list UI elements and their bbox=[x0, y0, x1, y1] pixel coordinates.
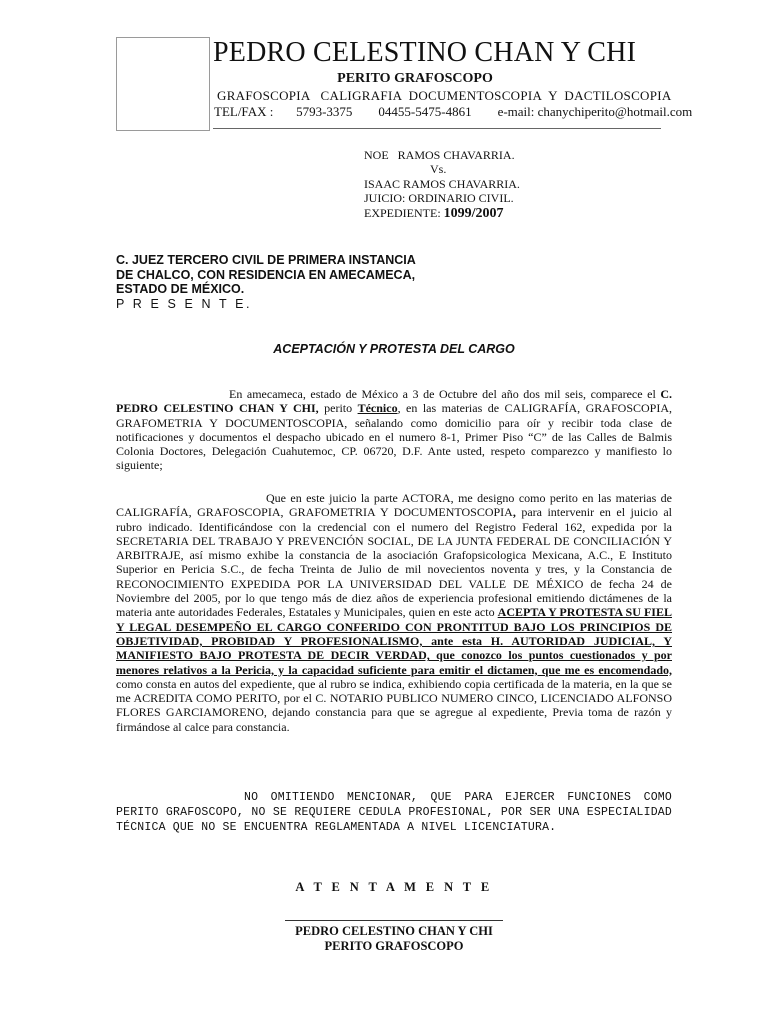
letterhead-divider bbox=[213, 128, 661, 129]
case-versus: Vs. bbox=[430, 162, 447, 176]
photo-placeholder-box bbox=[116, 37, 210, 131]
case-trial-type: JUICIO: ORDINARIO CIVIL. bbox=[364, 191, 514, 205]
paragraph-underlined-text: Técnico bbox=[357, 401, 398, 416]
case-expediente-label: EXPEDIENTE: bbox=[364, 206, 444, 220]
paragraph-text: para intervenir en el juicio al rubro indicado. Identificándose con la credencial con el numero del Registro Federal 162, expedida por la SECRETARIA DEL TRABAJO Y PREVENCIÓN SOCIAL, DE LA JUNTA FEDERAL DE CONCILIACIÓN Y ARBITRAJE, así mismo exhibe la constancia de la asociación Grafopsicologica Mexicana, A.C., E Instituto Superior en Pericia S.C., de fecha Treinta de Julio de mil novecientos noventa y tres, y la Constancia de RECONOCIMIENTO EXPEDIDA POR LA UNIVERSIDAD DEL VALLE DE MÉXICO de fecha 24 de Noviembre del 2005, por lo que tengo más de diez años de experiencia profesional emitiendo dictámenes de la materia ante autoridades Federales, Estatales y Municipales, quien en este acto bbox=[116, 505, 672, 620]
case-expediente bbox=[364, 206, 504, 222]
paragraph-cedula-note: NO OMITIENDO MENCIONAR, QUE PARA EJERCER FUNCIONES COMO PERITO GRAFOSCOPO, NO SE REQUIERE CEDULA PROFESIONAL, POR SER UNA ESPECIALIDAD TÉCNICA QUE NO SE ENCUENTRA REGLAMENTADA A NIVEL LICENCIATURA. bbox=[116, 791, 672, 834]
addressee-line: ESTADO DE MÉXICO. bbox=[116, 282, 245, 296]
paragraph-text: En amecameca, estado de México a 3 de Octubre del año dos mil seis, comparece el bbox=[229, 387, 661, 401]
paragraph-bold-text: , bbox=[512, 505, 516, 520]
paragraph-designacion bbox=[116, 491, 672, 734]
signature-block bbox=[285, 924, 503, 953]
letterhead-name: PEDRO CELESTINO CHAN Y CHI bbox=[213, 37, 637, 68]
paragraph-comparecencia bbox=[116, 387, 672, 473]
paragraph-text: , en las materias de CALIGRAFÍA, GRAFOSCOPIA, GRAFOMETRIA Y DOCUMENTOSCOPIA, señalando como domicilio para oír y recibir toda clase de notificaciones y documentos el despacho ubicado en el numero 8-1, Primer Piso “C” de las Calles de Balmis Colonia Doctores, Delegación Cuahutemoc, CP. 06720, D.F. Ante usted, respeto comparezco y manifiesto lo siguiente; bbox=[116, 401, 672, 473]
paragraph-bold-text: C. PEDRO CELESTINO CHAN Y CHI, bbox=[116, 387, 672, 416]
letterhead-role: PERITO GRAFOSCOPO bbox=[337, 71, 493, 86]
addressee-block bbox=[116, 253, 416, 297]
letterhead-contact: TEL/FAX : 5793-3375 04455-5475-4861 e-mail: chanychiperito@hotmail.com bbox=[214, 104, 693, 119]
paragraph-text: Que en este juicio la parte ACTORA, me designo como perito en las materias de CALIGRAFÍA, GRAFOSCOPIA, GRAFOMETRIA Y DOCUMENTOSCOPIA bbox=[116, 491, 672, 520]
paragraph-text: como consta en autos del expediente, que al rubro se indica, exhibiendo copia certificada de la materia, en la que se me ACREDITA COMO PERITO, por el C. NOTARIO PUBLICO NUMERO CINCO, LICENCIADO ALFONSO FLORES GARCIAMORENO, dejando constancia para que se agregue al expediente, Previa toma de razón y firmándose al calce para constancia. bbox=[116, 676, 672, 734]
document-subject: ACEPTACIÓN Y PROTESTA DEL CARGO bbox=[273, 342, 515, 356]
letterhead-specialties: GRAFOSCOPIA CALIGRAFIA DOCUMENTOSCOPIA Y DACTILOSCOPIA bbox=[217, 88, 672, 103]
presente-line: P R E S E N T E. bbox=[116, 297, 253, 311]
case-defendant: ISAAC RAMOS CHAVARRIA. bbox=[364, 177, 520, 191]
paragraph-underlined-text: ACEPTA Y PROTESTA SU FIEL Y LEGAL DESEMPEÑO EL CARGO CONFERIDO CON PRONTITUD BAJO LOS PRINCIPIOS DE OBJETIVIDAD, PROBIDAD Y PROFESIONALISMO, ante esta H. AUTORIDAD JUDICIAL, Y MANIFIESTO BAJO PROTESTA DE DECIR VERDAD, que conozco los puntos cuestionados y por menores relativos a la Pericia, y la capacidad suficiente para emitir el dictamen, que me es encomendado, bbox=[116, 605, 672, 677]
signature-role: PERITO GRAFOSCOPO bbox=[324, 938, 464, 953]
signature-name: PEDRO CELESTINO CHAN Y CHI bbox=[295, 924, 493, 938]
addressee-line: C. JUEZ TERCERO CIVIL DE PRIMERA INSTANCIA bbox=[116, 253, 416, 267]
closing-atentamente: A T E N T A M E N T E bbox=[295, 880, 493, 894]
addressee-line: DE CHALCO, CON RESIDENCIA EN AMECAMECA, bbox=[116, 267, 416, 282]
case-plaintiff: NOE RAMOS CHAVARRIA. bbox=[364, 148, 515, 162]
paragraph-text: perito bbox=[318, 401, 358, 416]
case-expediente-number: 1099/2007 bbox=[443, 206, 504, 221]
signature-line bbox=[285, 920, 503, 921]
